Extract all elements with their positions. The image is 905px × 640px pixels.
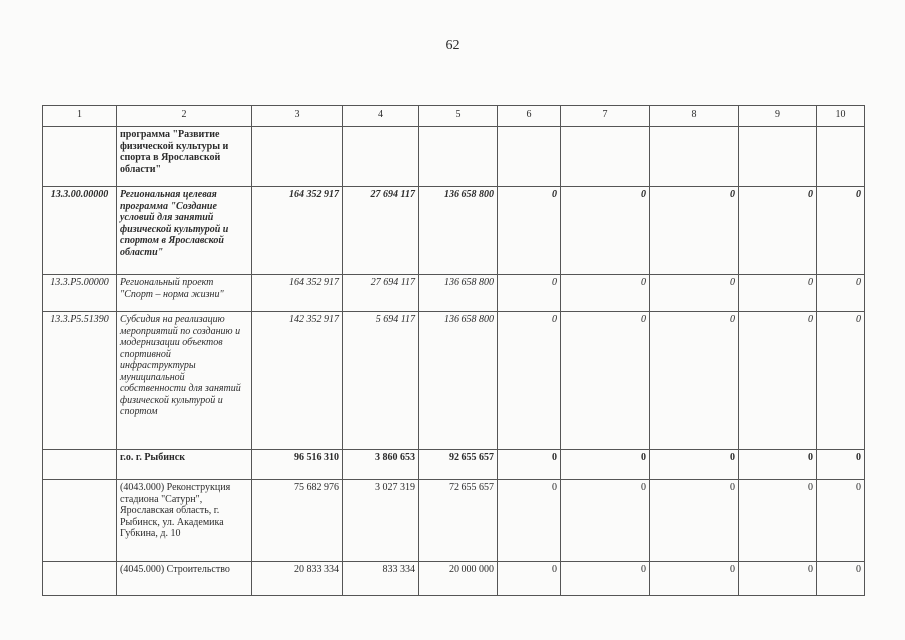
cell-value: 0 [498, 562, 561, 596]
cell-value: 0 [739, 480, 817, 562]
cell-value: 0 [498, 312, 561, 450]
budget-table [42, 105, 865, 596]
cell-value: 136 658 800 [419, 312, 498, 450]
cell-value: 0 [817, 450, 865, 480]
cell-value: 0 [561, 312, 650, 450]
table-row [43, 312, 865, 450]
cell-value [650, 127, 739, 187]
cell-value: 3 860 653 [343, 450, 419, 480]
cell-value: 0 [498, 187, 561, 275]
row-code [43, 562, 117, 596]
cell-value: 75 682 976 [252, 480, 343, 562]
cell-value: 92 655 657 [419, 450, 498, 480]
cell-value [419, 127, 498, 187]
cell-value: 0 [650, 187, 739, 275]
cell-value: 0 [650, 450, 739, 480]
cell-value [561, 127, 650, 187]
row-name: Региональная целевая программа "Создание условий для занятий физической культурой и спортом в Ярославской области" [117, 187, 252, 275]
row-code: 13.3.P5.00000 [43, 275, 117, 312]
cell-value: 0 [561, 187, 650, 275]
table-row [43, 187, 865, 275]
cell-value: 164 352 917 [252, 275, 343, 312]
row-name: программа "Развитие физической культуры и спорта в Ярославской области" [117, 127, 252, 187]
page-number: 62 [445, 38, 460, 53]
cell-value: 136 658 800 [419, 187, 498, 275]
cell-value: 0 [817, 312, 865, 450]
row-name: г.о. г. Рыбинск [117, 450, 252, 480]
cell-value: 0 [561, 562, 650, 596]
cell-value [252, 127, 343, 187]
row-name: (4043.000) Реконструкция стадиона "Сатурн", Ярославская область, г. Рыбинск, ул. Академика Губкина, д. 10 [117, 480, 252, 562]
cell-value: 0 [498, 450, 561, 480]
cell-value: 0 [739, 450, 817, 480]
cell-value [343, 127, 419, 187]
cell-value: 0 [650, 275, 739, 312]
column-header: 7 [561, 106, 650, 127]
column-header: 2 [117, 106, 252, 127]
column-header: 10 [817, 106, 865, 127]
cell-value: 0 [561, 450, 650, 480]
column-number-row [43, 106, 865, 127]
row-code [43, 127, 117, 187]
table-row [43, 450, 865, 480]
table-row [43, 275, 865, 312]
cell-value: 0 [739, 312, 817, 450]
row-name: (4045.000) Строительство [117, 562, 252, 596]
row-code [43, 450, 117, 480]
cell-value: 0 [817, 562, 865, 596]
row-name: Субсидия на реализацию мероприятий по созданию и модернизации объектов спортивной инфраструктуры муниципальной собственности для занятий физической культурой и спортом [117, 312, 252, 450]
cell-value: 0 [739, 187, 817, 275]
cell-value: 5 694 117 [343, 312, 419, 450]
row-code: 13.3.00.00000 [43, 187, 117, 275]
cell-value: 0 [817, 480, 865, 562]
column-header: 8 [650, 106, 739, 127]
table-row [43, 127, 865, 187]
cell-value: 27 694 117 [343, 187, 419, 275]
cell-value: 0 [561, 480, 650, 562]
cell-value: 833 334 [343, 562, 419, 596]
cell-value: 0 [498, 480, 561, 562]
table-row [43, 480, 865, 562]
column-header: 1 [43, 106, 117, 127]
cell-value [739, 127, 817, 187]
cell-value: 20 833 334 [252, 562, 343, 596]
cell-value: 164 352 917 [252, 187, 343, 275]
cell-value [498, 127, 561, 187]
cell-value: 0 [650, 312, 739, 450]
cell-value: 96 516 310 [252, 450, 343, 480]
row-code: 13.3.P5.51390 [43, 312, 117, 450]
row-code [43, 480, 117, 562]
cell-value: 27 694 117 [343, 275, 419, 312]
column-header: 6 [498, 106, 561, 127]
cell-value: 20 000 000 [419, 562, 498, 596]
row-name: Региональный проект "Спорт – норма жизни" [117, 275, 252, 312]
cell-value: 0 [561, 275, 650, 312]
cell-value: 0 [817, 187, 865, 275]
cell-value: 3 027 319 [343, 480, 419, 562]
table-row [43, 562, 865, 596]
cell-value: 136 658 800 [419, 275, 498, 312]
cell-value: 0 [650, 562, 739, 596]
cell-value: 142 352 917 [252, 312, 343, 450]
column-header: 3 [252, 106, 343, 127]
cell-value: 0 [498, 275, 561, 312]
cell-value: 72 655 657 [419, 480, 498, 562]
cell-value: 0 [739, 275, 817, 312]
column-header: 9 [739, 106, 817, 127]
cell-value: 0 [817, 275, 865, 312]
cell-value [817, 127, 865, 187]
cell-value: 0 [650, 480, 739, 562]
column-header: 4 [343, 106, 419, 127]
cell-value: 0 [739, 562, 817, 596]
column-header: 5 [419, 106, 498, 127]
